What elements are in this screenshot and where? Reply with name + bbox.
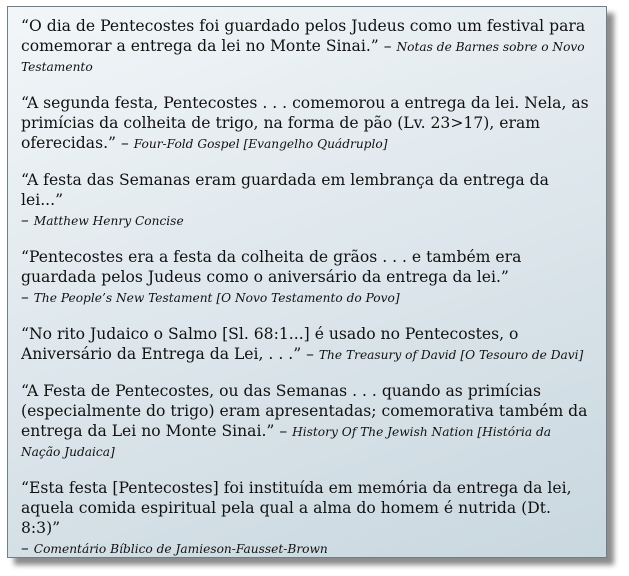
quote-source: The Treasury of David [O Tesouro de Davi] bbox=[318, 348, 584, 362]
quote-source: Comentário Bíblico de Jamieson-Fausset-Brown bbox=[33, 542, 328, 556]
quote-block-1 bbox=[21, 16, 594, 76]
quote-source: Matthew Henry Concise bbox=[33, 214, 184, 228]
quote-text: “A Festa de Pentecostes, ou das Semanas . . . quando as primícias (especialmente do trigo) eram apresentadas; comemorativa também da entrega da Lei no Monte Sinai.” bbox=[21, 382, 588, 440]
quote-dash: – bbox=[301, 345, 319, 363]
quote-block-3 bbox=[21, 170, 594, 230]
quote-block-2 bbox=[21, 93, 594, 153]
quote-dash: – bbox=[116, 134, 134, 152]
quote-dash: – bbox=[274, 422, 293, 440]
quote-source: The People’s New Testament [O Novo Testamento do Povo] bbox=[33, 291, 400, 305]
quote-text: “Esta festa [Pentecostes] foi instituída em memória da entrega da lei, aquela comida espiritual pela qual a alma do homem é nutrida (Dt. 8:3)” bbox=[21, 479, 572, 537]
quote-block-5 bbox=[21, 324, 594, 364]
quote-dash: – bbox=[21, 211, 34, 229]
quote-text: “O dia de Pentecostes foi guardado pelos Judeus como um festival para comemorar a entrega da lei no Monte Sinai.” bbox=[21, 17, 586, 55]
quote-dash: – bbox=[21, 288, 34, 306]
quote-source: History Of The Jewish Nation [História da Nação Judaica] bbox=[21, 425, 552, 459]
quote-text: “No rito Judaico o Salmo [Sl. 68:1...] é usado no Pentecostes, o Aniversário da Entrega da Lei, . . .” bbox=[21, 325, 519, 363]
quote-dash: – bbox=[21, 539, 34, 557]
quote-source: Notas de Barnes sobre o Novo Testamento bbox=[21, 40, 585, 74]
quote-panel bbox=[7, 6, 607, 558]
quote-block-6 bbox=[21, 381, 594, 461]
quote-text: “A segunda festa, Pentecostes . . . comemorou a entrega da lei. Nela, as primícias da colheita de trigo, na forma de pão (Lv. 23>17), eram oferecidas.” bbox=[21, 94, 589, 152]
quote-text: “Pentecostes era a festa da colheita de grãos . . . e também era guardada pelos Judeus como o aniversário da entrega da lei.” bbox=[21, 248, 522, 286]
quote-block-7 bbox=[21, 478, 594, 558]
quote-block-4 bbox=[21, 247, 594, 307]
quote-source: Four-Fold Gospel [Evangelho Quádruplo] bbox=[133, 137, 388, 151]
quote-text: “A festa das Semanas eram guardada em lembrança da entrega da lei...” bbox=[21, 171, 549, 209]
quote-dash: – bbox=[378, 37, 397, 55]
